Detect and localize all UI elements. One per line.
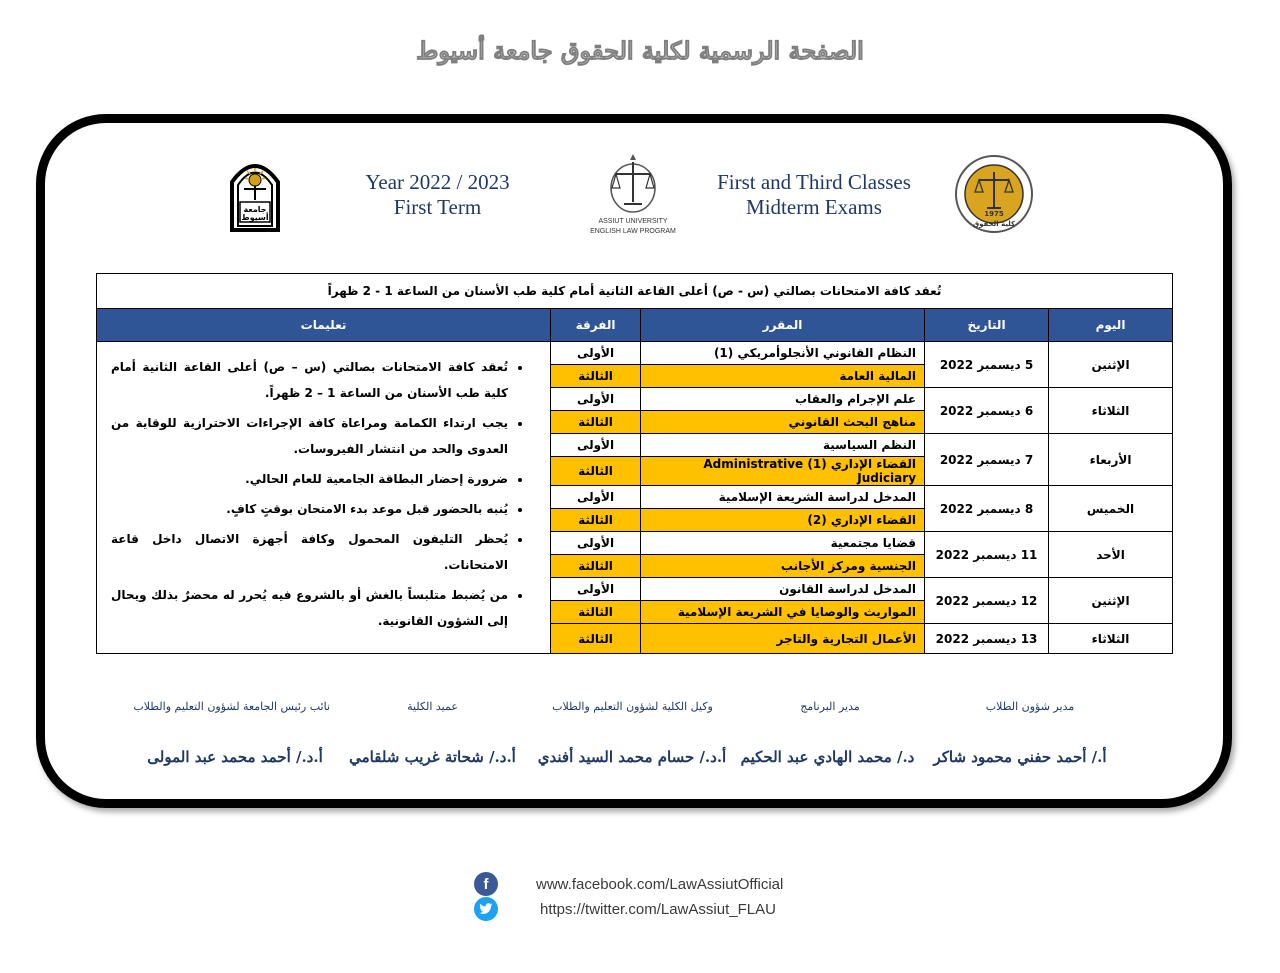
instruction-item: • من يُضبط متلبساً بالغش أو بالشروع فيه يُحرر له محضرٌ بذلك ويحال إلى الشؤون القانونية. [111, 582, 508, 634]
course-cell: المواريث والوصايا في الشريعة الإسلامية [641, 601, 925, 624]
signature-name: أ.د./ حسام محمد السيد أفندي [537, 748, 727, 766]
grade-cell: الأولى [551, 342, 641, 365]
day-cell: الخميس [1049, 486, 1173, 532]
instruction-item: • ضرورة إحضار البطاقة الجامعية للعام الحالي. [111, 466, 508, 492]
program-logo-line2: ENGLISH LAW PROGRAM [590, 228, 676, 235]
twitter-icon [474, 897, 498, 921]
signature-name: أ./ أحمد حفني محمود شاكر [933, 748, 1107, 766]
date-cell: 12 ديسمبر 2022 [925, 578, 1049, 624]
course-cell: النظام القانوني الأنجلوأمريكي (1) [641, 342, 925, 365]
grade-cell: الثالثة [551, 555, 641, 578]
day-cell: الأحد [1049, 532, 1173, 578]
course-cell: النظم السياسية [641, 434, 925, 457]
exam-schedule [96, 273, 1172, 668]
col-header-course: المقرر [641, 309, 925, 342]
english-law-program-logo [590, 152, 676, 240]
grade-cell: الثالثة [551, 509, 641, 532]
course-cell: المدخل لدراسة الشريعة الإسلامية [641, 486, 925, 509]
faculty-logo-year: 1975 [984, 210, 1004, 218]
date-cell: 13 ديسمبر 2022 [925, 624, 1049, 654]
date-cell: 7 ديسمبر 2022 [925, 434, 1049, 486]
table-row [97, 342, 1173, 365]
exam-title-block [700, 170, 928, 220]
signature-role: عميد الكلية [407, 700, 458, 713]
col-header-instructions: تعليمات [97, 309, 551, 342]
facebook-icon: f [474, 872, 498, 896]
twitter-link-row[interactable] [474, 897, 776, 921]
date-cell: 8 ديسمبر 2022 [925, 486, 1049, 532]
grade-cell: الأولى [551, 578, 641, 601]
schedule-banner-row [97, 274, 1173, 309]
signature-role: وكيل الكلية لشؤون التعليم والطلاب [552, 700, 713, 713]
term-label: First Term [393, 195, 482, 219]
day-cell: الإثنين [1049, 578, 1173, 624]
academic-year-block [330, 170, 545, 220]
course-cell: مناهج البحث القانوني [641, 411, 925, 434]
course-cell: الجنسية ومركز الأجانب [641, 555, 925, 578]
grade-cell: الثالثة [551, 624, 641, 654]
col-header-grade: الفرقة [551, 309, 641, 342]
grade-cell: الأولى [551, 388, 641, 411]
grade-cell: الأولى [551, 434, 641, 457]
instructions-list [111, 354, 536, 634]
course-cell: المدخل لدراسة القانون [641, 578, 925, 601]
facebook-link-row[interactable] [474, 872, 783, 896]
exam-type-label: Midterm Exams [746, 195, 882, 219]
col-header-date: التاريخ [925, 309, 1049, 342]
schedule-header-row [97, 309, 1173, 342]
program-logo-line1: ASSIUT UNIVERSITY [598, 218, 668, 225]
classes-label: First and Third Classes [717, 170, 911, 194]
signature-role: نائب رئيس الجامعة لشؤون التعليم والطلاب [133, 700, 330, 713]
faculty-of-law-logo [954, 154, 1034, 234]
day-cell: الإثنين [1049, 342, 1173, 388]
grade-cell: الأولى [551, 486, 641, 509]
day-cell: الأربعاء [1049, 434, 1173, 486]
course-cell: المالية العامة [641, 365, 925, 388]
instruction-item: • يجب ارتداء الكمامة ومراعاة كافة الإجراءات الاحترازية للوقاية من العدوى والحد من انتشار الفيروسات. [111, 410, 508, 462]
page-header-title: الصفحة الرسمية لكلية الحقوق جامعة أسيوط [416, 36, 864, 65]
course-cell: الأعمال التجارية والتاجر [641, 624, 925, 654]
date-cell: 5 ديسمبر 2022 [925, 342, 1049, 388]
date-cell: 6 ديسمبر 2022 [925, 388, 1049, 434]
assiut-university-logo [228, 156, 282, 236]
day-cell: الثلاثاء [1049, 388, 1173, 434]
day-cell: الثلاثاء [1049, 624, 1173, 654]
grade-cell: الثالثة [551, 365, 641, 388]
facebook-url[interactable]: www.facebook.com/LawAssiutOfficial [536, 875, 784, 893]
twitter-url[interactable]: https://twitter.com/LawAssiut_FLAU [540, 900, 776, 918]
signature-name: أ.د./ شحاتة غريب شلقامي [349, 748, 516, 766]
academic-year: Year 2022 / 2023 [365, 170, 510, 194]
exam-schedule-table [96, 273, 1173, 654]
course-cell: قضايا مجتمعية [641, 532, 925, 555]
course-cell: علم الإجرام والعقاب [641, 388, 925, 411]
university-logo-text: جامعة أسيوط [241, 205, 269, 222]
signature-role: مدير شؤون الطلاب [985, 700, 1075, 713]
instruction-item: • يُنبه بالحضور قبل موعد بدء الامتحان بوقتٍ كافٍ. [111, 496, 508, 522]
schedule-banner: تُعقد كافة الامتحانات بصالتي (س - ص) أعلى القاعة الثانية أمام كلية طب الأسنان من الساعة 1 - 2 ظهراً [97, 274, 1173, 309]
signature-name: أ.د./ أحمد محمد عبد المولى [147, 748, 323, 766]
instructions-cell [97, 342, 551, 654]
grade-cell: الثالثة [551, 411, 641, 434]
date-cell: 11 ديسمبر 2022 [925, 532, 1049, 578]
instruction-item: • يُحظر التليفون المحمول وكافة أجهزة الاتصال داخل قاعة الامتحانات. [111, 526, 508, 578]
signature-name: د./ محمد الهادي عبد الحكيم [740, 748, 915, 766]
instruction-item: • تُعقد كافة الامتحانات بصالتي (س – ص) أعلى القاعة الثانية أمام كلية طب الأسنان من الساعة 1 – 2 ظهراً. [111, 354, 508, 406]
faculty-logo-text: كلية الحقوق [972, 220, 1016, 228]
col-header-day: اليوم [1049, 309, 1173, 342]
grade-cell: الثالثة [551, 601, 641, 624]
grade-cell: الثالثة [551, 457, 641, 486]
course-cell: القضاء الإداري (2) [641, 509, 925, 532]
course-cell: القضاء الإداري (1) Administrative Judiciary [641, 457, 925, 486]
grade-cell: الأولى [551, 532, 641, 555]
signature-role: مدير البرنامج [800, 700, 860, 713]
